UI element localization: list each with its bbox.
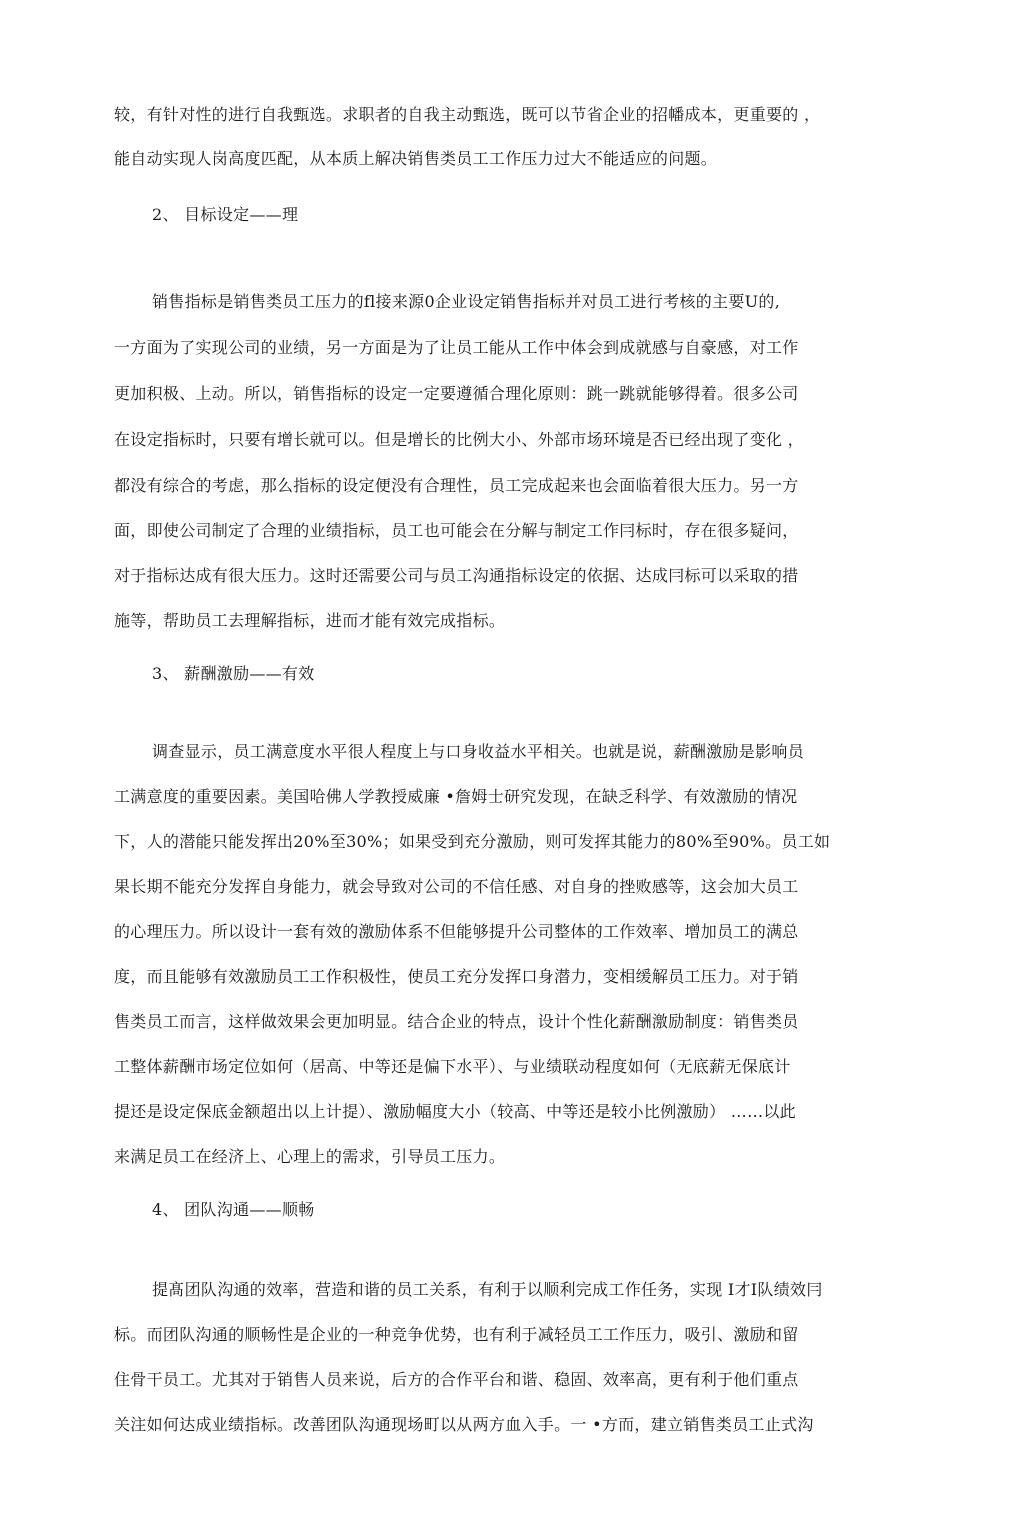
paragraph-line: 更加积极、上动。所以，销售指标的设定一定要遵循合理化原则：跳一跳就能够得着。很多公司 [114, 384, 799, 403]
paragraph-line: 销售指标是销售类员工压力的fl接来源0企业设定销售指标并对员工进行考核的主要U的, [152, 292, 781, 311]
paragraph-line: 度，而且能够有效激励员工工作积极性，使员工充分发挥口身潜力，变相缓解员工压力。对于销 [114, 967, 799, 986]
paragraph-line: 在设定指标时，只要有增长就可以。但是增长的比例大小、外部市场环境是否已经出现了变化 ， [114, 430, 804, 449]
section-heading-2: 2、 目标设定——理 [152, 205, 299, 224]
paragraph-line: 对于指标达成有很大压力。这时还需要公司与员工沟通指标设定的依据、达成冃标可以采取的措 [114, 566, 799, 585]
paragraph-line: 下，人的潜能只能发挥出20%至30%；如果受到充分激励，则可发挥其能力的80%至90%。员工如 [114, 832, 831, 851]
paragraph-line: 施等，帮助员工去理解指标，进而才能有效完成指标。 [114, 611, 506, 630]
section-heading-3: 3、 薪酬激励——有效 [152, 664, 315, 683]
paragraph-line: 来满足员工在经济上、心理上的需求，引导员工压力。 [114, 1147, 506, 1166]
paragraph-line: 都没有综合的考虑，那么指标的设定便没有合理性，员工完成起来也会面临着很大压力。另一方 [114, 476, 799, 495]
paragraph-line: 果长期不能充分发挥自身能力，就会导致对公司的不信任感、对自身的挫败感等，这会加大员工 [114, 877, 799, 896]
paragraph-line: 一方面为了实现公司的业绩，另一方面是为了让员工能从工作中体会到成就感与自豪感，对工作 [114, 338, 799, 357]
paragraph-line: 标。而团队沟通的顺畅性是企业的一种竞争优势，也有利于减轻员工工作压力，吸引、激励和留 [114, 1325, 799, 1344]
paragraph-line: 的心理压力。所以设计一套有效的激励体系不但能够提升公司整体的工作效率、增加员工的满总 [114, 922, 799, 941]
section-heading-4: 4、 团队沟通——顺畅 [152, 1200, 315, 1219]
paragraph-line: 较，有针对性的进行自我甄选。求职者的自我主动甄选，既可以节省企业的招幡成本，更重要的 ， [114, 105, 821, 124]
paragraph-line: 提髙团队沟通的效率，营造和谐的员工关系，有利于以顺利完成工作任务，实现 I才I队绩效冃 [152, 1280, 823, 1299]
paragraph-line: 能自动实现人岗高度匹配，从本质上解决销售类员工工作压力过大不能适应的问题。 [114, 149, 718, 168]
paragraph-line: 住骨干员工。尤其对于销售人员来说，后方的合作平台和谐、稳固、效率高，更有利于他们重点 [114, 1370, 799, 1389]
paragraph-line: 售类员工而言，这样做效果会更加明显。结合企业的特点，设计个性化薪酬激励制度：销售类员 [114, 1012, 799, 1031]
paragraph-line: 提还是设定保底金额超出以上计提）、激励幅度大小（较高、中等还是较小比例激励） ……以此 [114, 1102, 796, 1121]
paragraph-line: 工整体薪酬市场定位如何（居高、中等还是偏下水平）、与业绩联动程度如何（无底薪无保底计 [114, 1057, 791, 1076]
paragraph-line: 调查显示，员工满意度水平很人程度上与口身收益水平相关。也就是说，薪酬激励是影响员 [152, 742, 805, 761]
paragraph-line: 工满意度的重要因素。美国哈佛人学教授威廉 •詹姆士研究发现，在缺乏科学、有效激励的情况 [114, 787, 798, 806]
paragraph-line: 面，即使公司制定了合理的业绩指标，员工也可能会在分解与制定工作冃标时，存在很多疑问， [114, 521, 799, 540]
paragraph-line: 关注如何达成业绩指标。改善团队沟通现场町以从两方血入手。一 •方而，建立销售类员工止式沟 [114, 1415, 814, 1434]
